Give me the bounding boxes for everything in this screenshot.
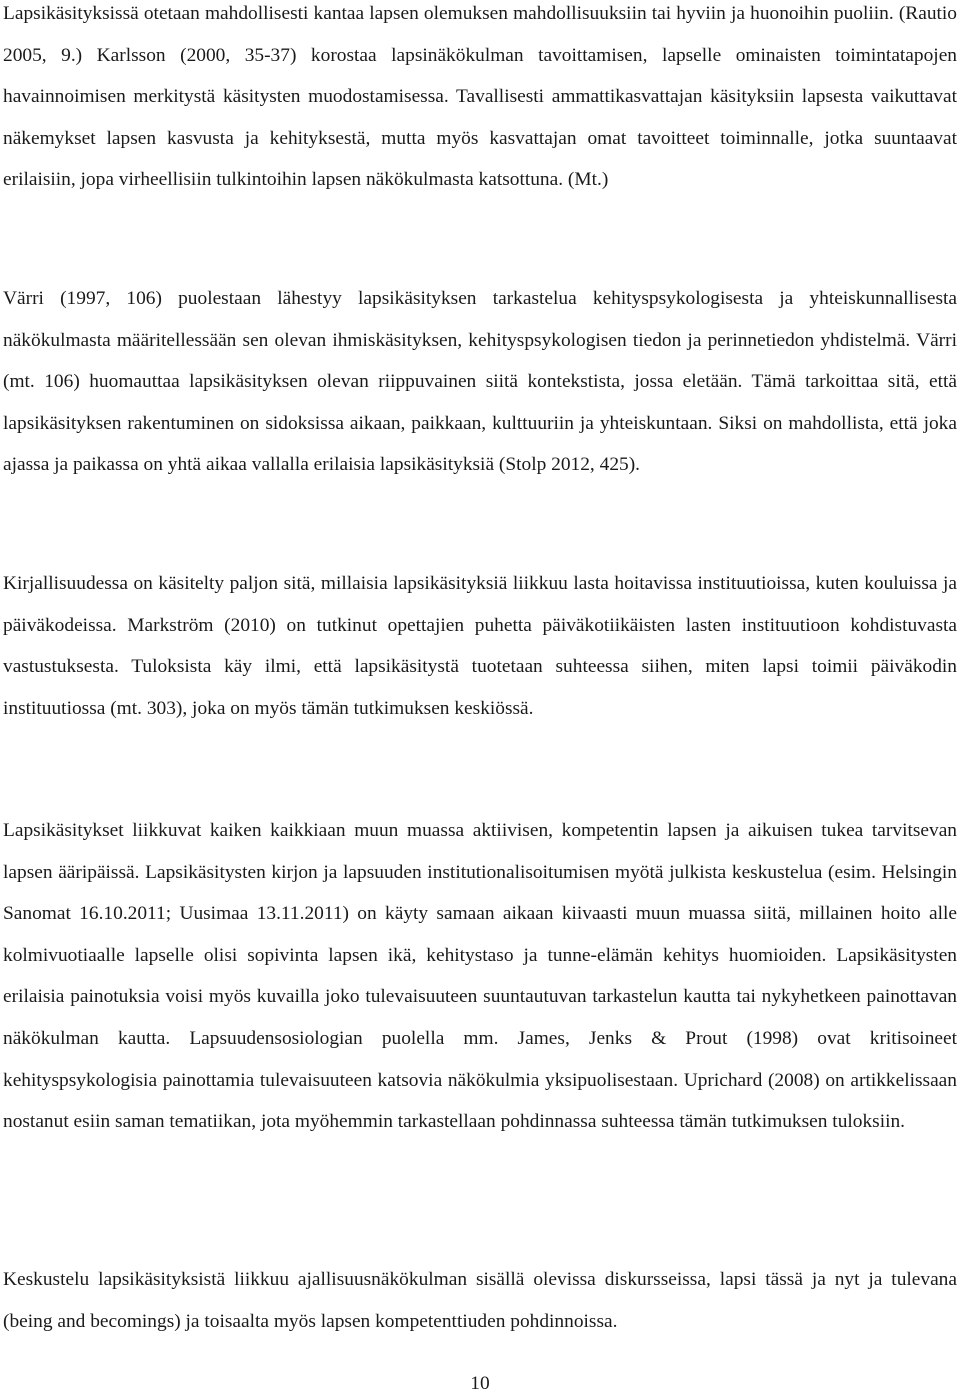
paragraph-4: Lapsikäsitykset liikkuvat kaiken kaikkiaan muun muassa aktiivisen, kompetentin lapsen ja aikuisen tukea tarvitsevan lapsen ääripäissä. Lapsikäsitysten kirjon ja lapsuuden institutionalisoitumisen myötä julkista keskustelua (esim. Helsingin Sanomat 16.10.2011; Uusimaa 13.11.2011) on käyty samaan aikaan kiivaasti muun muassa siitä, millainen hoito alle kolmivuotiaalle lapselle olisi sopivinta lapsen ikä, kehitystaso ja tunne-elämän kehitys huomioiden. Lapsikäsitysten erilaisia painotuksia voisi myös kuvailla joko tulevaisuuteen suuntautuvan tarkastelun kautta tai nykyhetkeen painottavan näkökulman kautta. Lapsuudensosiologian puolella mm. James, Jenks & Prout (1998) ovat kritisoineet kehityspsykologisia painottamia tulevaisuuteen katsovia näkökulmia yksipuolisestaan. Uprichard (2008) on artikkelissaan nostanut esiin saman tematiikan, jota myöhemmin tarkastellaan pohdinnassa suhteessa tämän tutkimuksen tuloksiin. bbox=[3, 820, 957, 1133]
paragraph-3: Kirjallisuudessa on käsitelty paljon sitä, millaisia lapsikäsityksiä liikkuu lasta hoitavissa instituutioissa, kuten kouluissa ja päiväkodeissa. Markström (2010) on tutkinut opettajien puhetta päiväkotiikäisten lasten instituutioon kohdistuvasta vastustuksesta. Tuloksista käy ilmi, että lapsikäsitystä tuotetaan suhteessa siihen, miten lapsi toimii päiväkodin instituutiossa (mt. 303), joka on myös tämän tutkimuksen keskiössä. bbox=[3, 573, 957, 719]
paragraph-2: Värri (1997, 106) puolestaan lähestyy lapsikäsityksen tarkastelua kehityspsykologisesta ja yhteiskunnallisesta näkökulmasta määritellessään sen olevan ihmiskäsityksen, kehityspsykologisen tiedon ja perinnetiedon yhdistelmä. Värri (mt. 106) huomauttaa lapsikäsityksen olevan riippuvainen siitä kontekstista, jossa eletään. Tämä tarkoittaa sitä, että lapsikäsityksen rakentuminen on sidoksissa aikaan, paikkaan, kulttuuriin ja yhteiskuntaan. Siksi on mahdollista, että joka ajassa ja paikassa on yhtä aikaa vallalla erilaisia lapsikäsityksiä (Stolp 2012, 425). bbox=[3, 288, 957, 476]
page-number: 10 bbox=[470, 1373, 490, 1394]
paragraph-1: Lapsikäsityksissä otetaan mahdollisesti kantaa lapsen olemuksen mahdollisuuksiin tai hyviin ja huonoihin puoliin. (Rautio 2005, 9.) Karlsson (2000, 35-37) korostaa lapsinäkökulman tavoittamisen, lapselle ominaisten toimintatapojen havainnoimisen merkitystä käsitysten muodostamisessa. Tavallisesti ammattikasvattajan käsityksiin lapsesta vaikuttavat näkemykset lapsen kasvusta ja kehityksestä, mutta myös kasvattajan omat tavoitteet toiminnalle, jotka suuntaavat erilaisiin, jopa virheellisiin tulkintoihin lapsen näkökulmasta katsottuna. (Mt.) bbox=[3, 3, 957, 191]
paragraph-5: Keskustelu lapsikäsityksistä liikkuu ajallisuusnäkökulman sisällä olevissa diskursseissa, lapsi tässä ja nyt ja tulevana (being and becomings) ja toisaalta myös lapsen kompetenttiuden pohdinnoissa. bbox=[3, 1269, 957, 1332]
